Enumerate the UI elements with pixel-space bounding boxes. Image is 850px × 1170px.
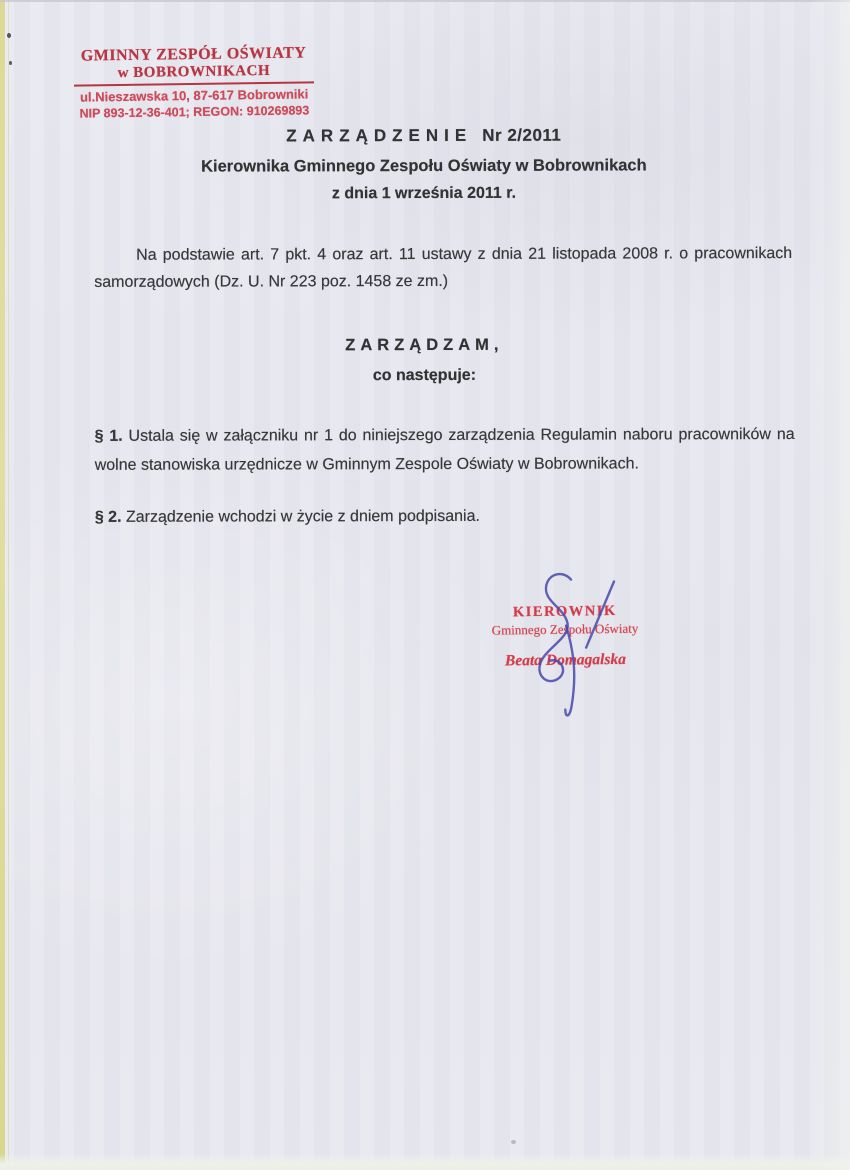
- title-kind: ZARZĄDZENIE: [286, 125, 473, 146]
- title-issuer: Kierownika Gminnego Zespołu Oświaty w Bobrownikach: [201, 156, 647, 176]
- order-heading: ZARZĄDZAM,: [345, 335, 504, 355]
- section-1-text: Ustala się w załączniku nr 1 do niniejszego zarządzenia Regulamin naboru pracowników na wolne stanowiska urzędnicze w Gminnym Zespole Oświaty w Bobrownikach.: [94, 426, 795, 474]
- section-1: [95, 421, 795, 480]
- section-2-text: Zarządzenie wchodzi w życie z dniem podpisania.: [121, 507, 480, 526]
- stamp-org-line2: w BOBROWNIKACH: [117, 62, 271, 82]
- signature-name: Beata Domagalska: [504, 650, 627, 670]
- order-subheading: co następuje:: [372, 366, 477, 385]
- stamp-nip-regon: NIP 893-12-36-401; REGON: 910269893: [79, 103, 310, 121]
- title-date: z dnia 1 września 2011 r.: [331, 184, 517, 203]
- section-2: [95, 507, 795, 527]
- stamp-address: ul.Nieszawska 10, 87-617 Bobrowniki: [79, 86, 309, 105]
- section-1-label: § 1.: [94, 427, 123, 445]
- section-2-label: § 2.: [94, 508, 122, 526]
- signature-role: KIEROWNIK: [512, 602, 617, 621]
- handwritten-signature: [495, 567, 665, 727]
- title-number: Nr 2/2011: [482, 125, 562, 145]
- stamp-org-line1: GMINNY ZESPÓŁ OŚWIATY: [80, 44, 307, 65]
- legal-basis-paragraph: Na podstawie art. 7 pkt. 4 oraz art. 11 ustawy z dnia 21 listopada 2008 r. o pracownikach samorządowych (Dz. U. Nr 223 poz. 1458 ze zm.): [94, 245, 793, 291]
- document-title: [0, 125, 849, 147]
- signature-org: Gminnego Zespołu Oświaty: [491, 620, 639, 638]
